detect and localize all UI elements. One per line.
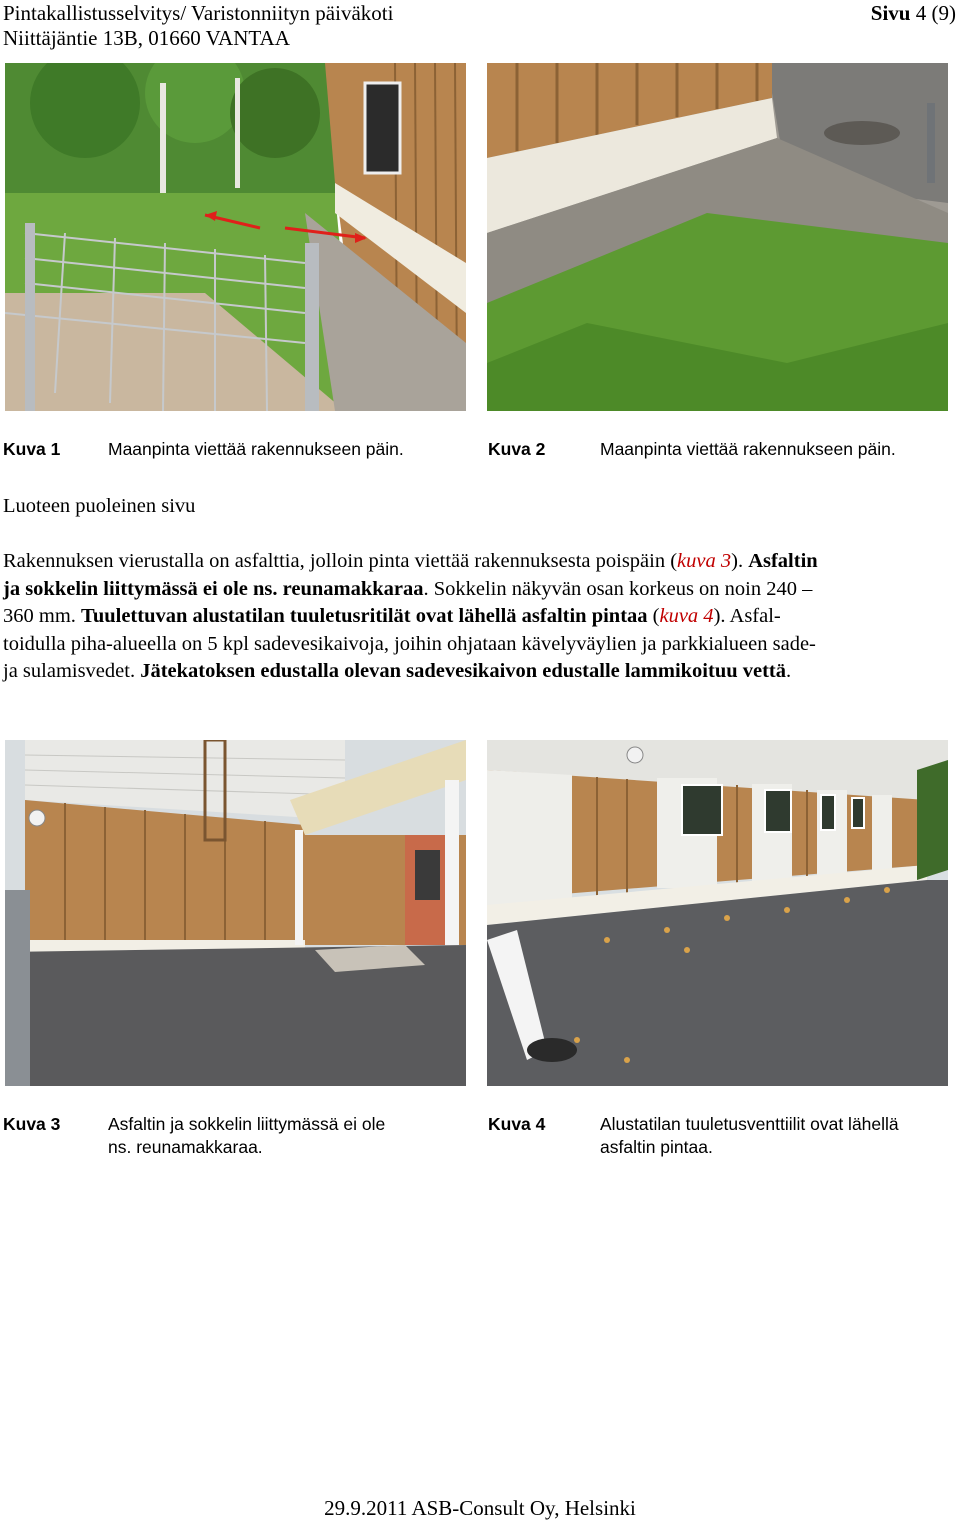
paragraph-line-3: 360 mm. Tuulettuvan alustatilan tuuletusritilät ovat lähellä asfaltin pintaa (kuva 4). Asfal- <box>3 605 781 627</box>
caption-label-3: Kuva 3 <box>3 1114 61 1134</box>
document-address: Niittäjäntie 13B, 01660 VANTAA <box>3 26 290 50</box>
photo-kuva-2 <box>487 63 948 411</box>
photo-kuva-4 <box>487 740 948 1086</box>
paragraph-line-2: ja sokkelin liittymässä ei ole ns. reunamakkaraa. Sokkelin näkyvän osan korkeus on noin 240 – <box>3 577 813 600</box>
caption-text-4: Alustatilan tuuletusventtiilit ovat lähellä asfaltin pintaa. <box>600 1114 899 1157</box>
caption-label-2: Kuva 2 <box>488 439 546 459</box>
caption-label-4: Kuva 4 <box>488 1114 546 1134</box>
photo-kuva-1 <box>5 63 466 411</box>
caption-text-3: Asfaltin ja sokkelin liittymässä ei ole ns. reunamakkaraa. <box>108 1114 386 1157</box>
caption-text-2: Maanpinta viettää rakennukseen päin. <box>600 439 896 459</box>
body-paragraph <box>3 548 951 686</box>
caption-label-1: Kuva 1 <box>3 439 61 459</box>
paragraph-line-4: toidulla piha-alueella on 5 kpl sadevesikaivoja, joihin ohjataan kävelyväylien ja parkkialueen sade- <box>3 632 816 655</box>
document-title: Pintakallistusselvitys/ Varistonniityn päiväkoti <box>3 1 394 25</box>
page-word: Sivu <box>870 1 911 25</box>
photo-kuva-3 <box>5 740 466 1086</box>
section-heading: Luoteen puoleinen sivu <box>3 495 196 517</box>
paragraph-line-5: ja sulamisvedet. Jätekatoksen edustalla olevan sadevesikaivon edustalle lammikoituu vettä. <box>3 660 792 682</box>
caption-text-1: Maanpinta viettää rakennukseen päin. <box>108 439 404 459</box>
paragraph-line-1: Rakennuksen vierustalla on asfalttia, jolloin pinta viettää rakennuksesta poispäin (kuva 3). Asfaltin <box>3 550 818 572</box>
page-count: 4 (9) <box>915 1 956 25</box>
page-number <box>871 0 956 26</box>
page-footer: 29.9.2011 ASB-Consult Oy, Helsinki <box>324 1496 636 1520</box>
